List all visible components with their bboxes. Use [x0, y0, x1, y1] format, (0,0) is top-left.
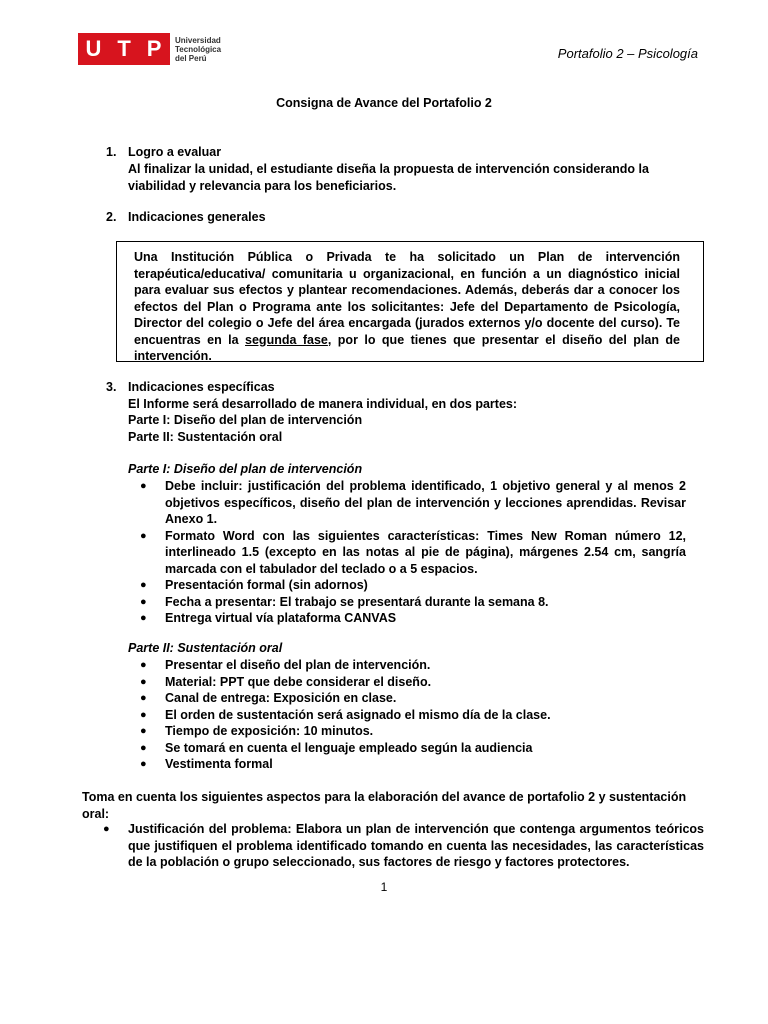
- logo-text-line: del Perú: [175, 53, 207, 63]
- logo-letter: P: [146, 36, 163, 61]
- section-line: Parte II: Sustentación oral: [128, 430, 283, 444]
- list-item: ● Entrega virtual vía plataforma CANVAS: [140, 610, 686, 627]
- page-number: 1: [380, 880, 388, 894]
- part2-heading: Parte II: Sustentación oral: [128, 641, 283, 655]
- part1-list: [140, 478, 686, 627]
- section-line: El Informe será desarrollado de manera individual, en dos partes:: [128, 397, 518, 411]
- utp-logo: [78, 33, 235, 65]
- list-item: ● Justificación del problema: Elabora un plan de intervención que contenga argumentos teóricos que justifiquen el problema identificado tomando en cuenta las necesidades, las características de la población o grupo seleccionado, sus factores de riesgo y factores protectores.: [103, 821, 704, 871]
- list-item: ● Tiempo de exposición: 10 minutos.: [140, 723, 686, 740]
- logo-text-line: Tecnológica: [175, 44, 222, 54]
- page-title: Consigna de Avance del Portafolio 2: [276, 96, 492, 110]
- list-item: ● Formato Word con las siguientes características: Times New Roman número 12, interlineado 1.5 (excepto en las notas al pie de página), márgenes 2.54 cm, sangría marcada con el tabulador del teclado o a 5 espacios.: [140, 528, 686, 578]
- section-number: 2.: [106, 210, 117, 224]
- section-heading: Logro a evaluar: [128, 145, 222, 159]
- logo-letter: U: [85, 36, 103, 61]
- section-heading: Indicaciones generales: [128, 210, 266, 224]
- part2-list: [140, 657, 686, 773]
- logo-letter: T: [117, 36, 132, 61]
- list-item: ● Canal de entrega: Exposición en clase.: [140, 690, 686, 707]
- list-item: ● Presentación formal (sin adornos): [140, 577, 686, 594]
- aspects-intro: Toma en cuenta los siguientes aspectos para la elaboración del avance de portafolio 2 y sustentación oral:: [82, 790, 687, 821]
- logo-text-line: Universidad: [175, 35, 221, 45]
- part1-heading: Parte I: Diseño del plan de intervención: [128, 462, 363, 476]
- section-body: Al finalizar la unidad, el estudiante diseña la propuesta de intervención considerando la viabilidad y relevancia para los beneficiarios.: [128, 162, 649, 193]
- list-item: ● Debe incluir: justificación del problema identificado, 1 objetivo general y al menos 2 objetivos específicos, diseño del plan de intervención y lecciones aprendidas. Revisar Anexo 1.: [140, 478, 686, 528]
- section-heading: Indicaciones específicas: [128, 380, 275, 394]
- section-number: 1.: [106, 145, 117, 159]
- header-course: Portafolio 2 – Psicología: [557, 46, 698, 61]
- logo-mark: [78, 33, 170, 65]
- box-text-part: , por lo que tienes que presentar el diseño del plan de intervención.: [134, 332, 681, 363]
- logo-text: [175, 36, 235, 63]
- list-item: ● Material: PPT que debe considerar el diseño.: [140, 674, 686, 691]
- list-item: ● Fecha a presentar: El trabajo se presentará durante la semana 8.: [140, 594, 686, 611]
- list-item: ● Presentar el diseño del plan de intervención.: [140, 657, 686, 674]
- section-line: Parte I: Diseño del plan de intervención: [128, 413, 363, 427]
- list-item: ● Vestimenta formal: [140, 756, 686, 773]
- section-number: 3.: [106, 380, 117, 394]
- list-item: ● El orden de sustentación será asignado el mismo día de la clase.: [140, 707, 686, 724]
- instructions-box-text: [134, 249, 680, 365]
- aspects-list: [103, 821, 704, 871]
- list-item: ● Se tomará en cuenta el lenguaje empleado según la audiencia: [140, 740, 686, 757]
- box-text-underline: segunda fase: [245, 332, 328, 347]
- box-text-part: Una Institución Pública o Privada te ha solicitado un Plan de intervención terapéutica/educativa/ comunitaria u organizacional, en función a un diagnóstico inicial para evaluar sus efectos y plantear recomendaciones. Además, deberás dar a conocer los efectos del Plan o Programa ante los solicitantes: Jefe del Departamento de Psicología, Director del colegio o Jefe del área encargada (jurados externos y/o docente del curso). Te encuentras en la: [134, 250, 680, 347]
